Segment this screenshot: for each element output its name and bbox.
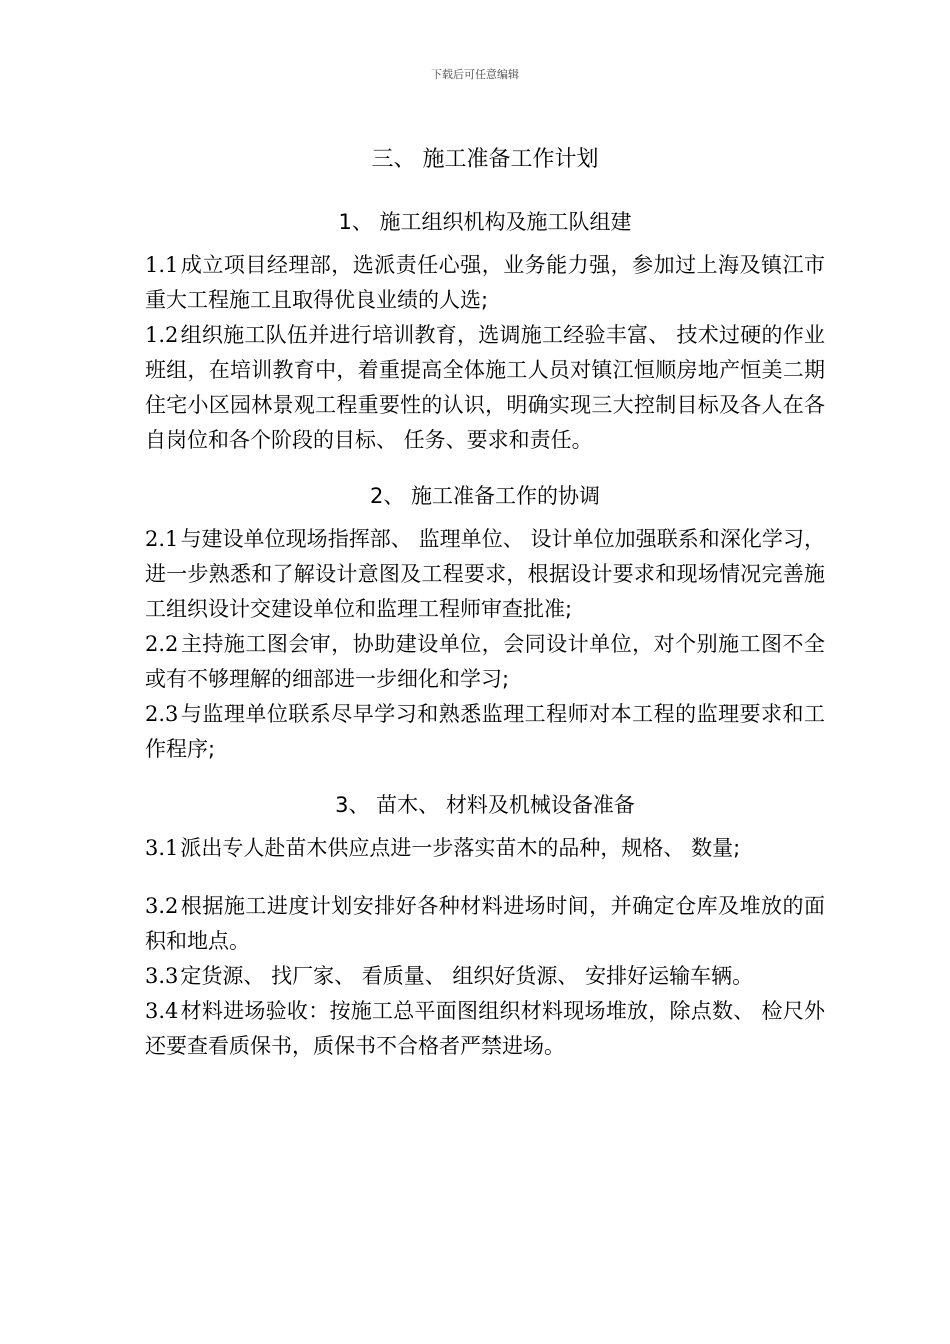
paragraph-number: 3.2 xyxy=(145,894,179,918)
page-header-note: 下载后可任意编辑 xyxy=(431,68,519,81)
paragraph-text: 组织施工队伍并进行培训教育，选调施工经验丰富、 技术过硬的作业班组，在培训教育中，着重提高全体施工人员对镇江恒顺房地产恒美二期住宅小区园林景观工程重要性的认识，明确实现三大控制目标及各人在各自岗位和各个阶段的目标、 任务、要求和责任。 xyxy=(145,323,825,452)
paragraph-number: 3.1 xyxy=(145,836,179,860)
paragraph-text: 派出专人赴苗木供应点进一步落实苗木的品种，规格、 数量; xyxy=(180,836,741,860)
paragraph xyxy=(145,627,825,697)
paragraph xyxy=(145,959,825,994)
paragraph-number: 3.4 xyxy=(145,999,179,1023)
paragraph-text: 材料进场验收：按施工总平面图组织材料现场堆放，除点数、 检尺外还要查看质保书，质保书不合格者严禁进场。 xyxy=(145,999,825,1058)
section-coordination xyxy=(145,476,825,767)
paragraph-number: 2.3 xyxy=(145,702,179,726)
paragraph-gap xyxy=(145,866,825,889)
section-organization xyxy=(145,202,825,458)
main-title: 三、 施工准备工作计划 xyxy=(371,147,599,172)
paragraph-number: 2.2 xyxy=(145,632,179,656)
paragraph-number: 1.1 xyxy=(145,253,179,277)
paragraph-text: 主持施工图会审，协助建设单位，会同设计单位，对个别施工图不全或有不够理解的细部进一步细化和学习; xyxy=(145,632,825,691)
paragraph-text: 定货源、 找厂家、 看质量、 组织好货源、 安排好运输车辆。 xyxy=(180,964,754,988)
paragraph-number: 2.1 xyxy=(145,527,179,551)
paragraph xyxy=(145,697,825,767)
document-body xyxy=(145,140,825,1082)
paragraph-text: 与建设单位现场指挥部、 监理单位、 设计单位加强联系和深化学习，进一步熟悉和了解设计意图及工程要求，根据设计要求和现场情况完善施工组织设计交建设单位和监理工程师审查批准; xyxy=(145,527,825,621)
paragraph xyxy=(145,831,825,866)
paragraph-text: 成立项目经理部，选派责任心强，业务能力强，参加过上海及镇江市重大工程施工且取得优良业绩的人选; xyxy=(145,253,825,312)
paragraph xyxy=(145,889,825,959)
paragraph-text: 根据施工进度计划安排好各种材料进场时间，并确定仓库及堆放的面积和地点。 xyxy=(145,894,825,953)
paragraph xyxy=(145,318,825,458)
section-title: 1、 施工组织机构及施工队组建 xyxy=(338,210,632,234)
section-materials xyxy=(145,785,825,1064)
paragraph-text: 与监理单位联系尽早学习和熟悉监理工程师对本工程的监理要求和工作程序; xyxy=(145,702,825,761)
section-title: 2、 施工准备工作的协调 xyxy=(369,484,601,508)
paragraph-number: 1.2 xyxy=(145,323,179,347)
paragraph xyxy=(145,994,825,1064)
paragraph-number: 3.3 xyxy=(145,964,179,988)
paragraph xyxy=(145,522,825,627)
paragraph xyxy=(145,248,825,318)
section-title: 3、 苗木、 材料及机械设备准备 xyxy=(335,793,635,817)
